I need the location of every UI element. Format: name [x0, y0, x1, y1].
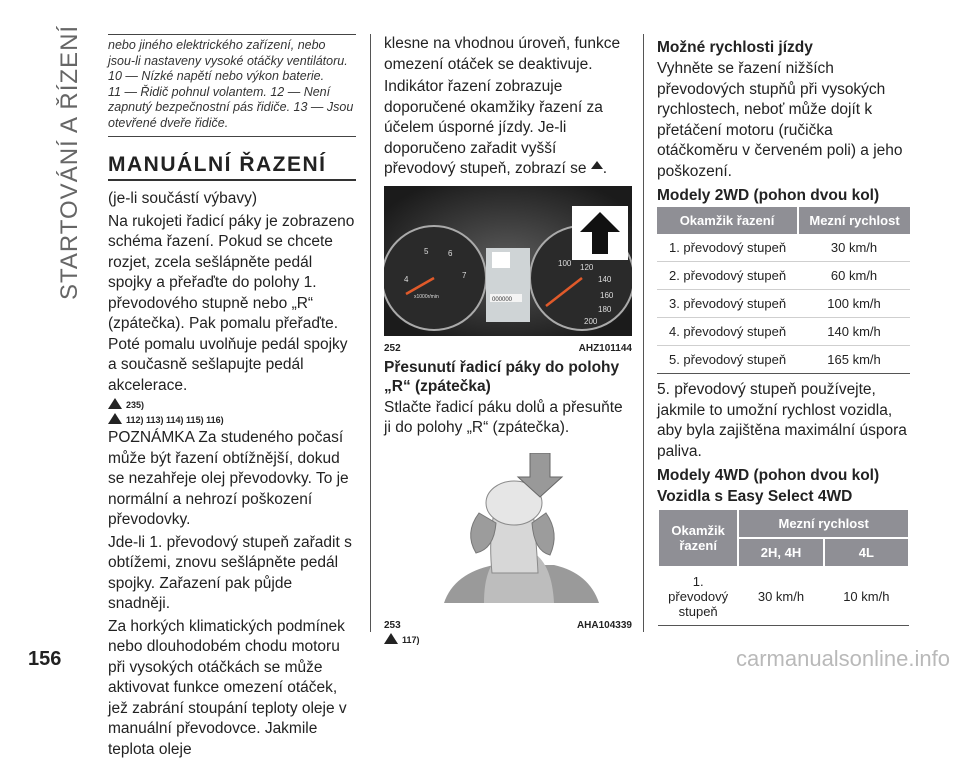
paragraph: Jde-li 1. převodový stupeň zařadit s obtížemi, znovu sešlápněte pedál spojky. Zařazení pak půjde snadněji.: [108, 533, 352, 612]
subsection-heading: Modely 4WD (pohon dvou kol): [657, 467, 880, 484]
warning-ref: 235): [108, 398, 356, 411]
gauge-tick-label: 5: [424, 246, 429, 256]
table-header: Mezní rychlost: [738, 509, 909, 538]
column-2: [384, 34, 632, 648]
watermark: carmanualsonline.info: [735, 646, 950, 671]
figure-253-gear-lever: [384, 453, 632, 646]
column-1: [108, 34, 356, 762]
figure-caption: 252 AHZ101144: [384, 342, 632, 354]
note-line: 11 — Řidič pohnul volantem. 12 — Není zapnutý bezpečnostní pás řidiče. 13 — Jsou otevřené dveře řidiče.: [108, 84, 354, 130]
paragraph: Na rukojeti řadicí páky je zobrazeno schéma řazení. Pokud se chcete rozjet, zcela sešlápněte pedál spojky a přeřaďte do polohy 1. převodového stupně nebo „R“ (zpátečka). Pak pomalu přeřaďte. Poté pomalu uvolňuje pedál spojky a současně sešlapujte pedál akcelerace.: [108, 212, 355, 394]
gear-lever-image: [384, 453, 632, 613]
speed-table-4wd: [657, 508, 910, 626]
warning-icon: [108, 413, 122, 424]
gauge-tick-label: 140: [598, 274, 612, 284]
warning-ref: 112) 113) 114) 115) 116): [108, 413, 356, 426]
paragraph: 5. převodový stupeň používejte, jakmile to umožní rychlost vozidla, aby byla zajištěna maximální úspora paliva.: [657, 381, 907, 460]
warning-icon: [384, 633, 398, 644]
instrument-cluster-image: [384, 186, 632, 336]
upshift-arrow-icon: [591, 161, 603, 169]
subsection-heading: Přesunutí řadicí páky do polohy „R“ (zpátečka): [384, 358, 620, 395]
paragraph: POZNÁMKA Za studeného počasí může být řazení obtížnější, dokud se nezahřeje olej převodovky. To je normální a nehrozí poškození převodovky.: [108, 429, 349, 528]
table-row: 4. převodový stupeň 140 km/h: [657, 318, 910, 346]
table-header: Mezní rychlost: [798, 207, 910, 234]
table-row: 3. převodový stupeň 100 km/h: [657, 290, 910, 318]
section-heading: MANUÁLNÍ ŘAZENÍ: [108, 153, 356, 181]
warning-icon: [108, 398, 122, 409]
subsection-heading: Vozidla s Easy Select 4WD: [657, 488, 853, 505]
paragraph: Indikátor řazení zobrazuje doporučené okamžiky řazení za účelem úsporné jízdy. Je-li doporučeno zařadit vyšší převodový stupeň, zobrazí se .: [384, 78, 608, 177]
table-row: 5. převodový stupeň 165 km/h: [657, 346, 910, 374]
gauge-tick-label: 100: [558, 258, 572, 268]
gauge-tick-label: 6: [448, 248, 453, 258]
gauge-tick-label: 200: [584, 316, 598, 326]
subsection-heading: Možné rychlosti jízdy: [657, 39, 813, 56]
subsection-heading: Modely 2WD (pohon dvou kol): [657, 187, 880, 204]
column-divider: [643, 34, 644, 632]
paragraph: (je-li součástí výbavy): [108, 190, 258, 207]
figure-caption: 253 AHA104339: [384, 619, 632, 631]
page-number: 156: [28, 648, 62, 670]
column-3: [657, 34, 910, 626]
note-line: nebo jiného elektrického zařízení, nebo jsou-li nastaveny vysoké otáčky ventilátoru. 10 — Nízké napětí nebo výkon baterie.: [108, 38, 348, 83]
table-header: Okamžik řazení: [658, 509, 738, 567]
gauge-tick-label: 4: [404, 274, 409, 284]
gauge-unit-label: x1000r/min: [414, 293, 439, 300]
figure-252-instrument-cluster: [384, 186, 632, 354]
table-header: 4L: [824, 538, 909, 567]
table-row: 1. převodový stupeň 30 km/h: [657, 234, 910, 262]
gauge-tick-label: 7: [462, 270, 467, 280]
sidebar-chapter-title: STARTOVÁNÍ A ŘÍZENÍ: [56, 24, 83, 300]
speed-table-2wd: [657, 207, 910, 374]
paragraph: Za horkých klimatických podmínek nebo dlouhodobém chodu motoru při vysokých otáčkách se může aktivovat funkce omezení otáček, jež zabrání stoupání teploty oleje v manuální převodovce. Jakmile teplota oleje: [108, 617, 347, 758]
table-row: 1. převodový stupeň 30 km/h 10 km/h: [658, 567, 909, 626]
gauge-tick-label: 120: [580, 262, 594, 272]
gauge-tick-label: 160: [600, 290, 614, 300]
warning-ref: 117): [384, 633, 632, 646]
paragraph: klesne na vhodnou úroveň, funkce omezení otáček se deaktivuje.: [384, 35, 621, 73]
note-box: [108, 34, 356, 137]
paragraph: Stlačte řadicí páku dolů a přesuňte ji do polohy „R“ (zpátečka).: [384, 398, 623, 436]
table-header: 2H, 4H: [738, 538, 823, 567]
column-divider: [370, 34, 371, 632]
table-header: Okamžik řazení: [657, 207, 798, 234]
paragraph: Vyhněte se řazení nižších převodových stupňů při vysokých rychlostech, neboť může dojít k přetáčení motoru (ručička otáčkoměru v červeném poli) a jeho poškození.: [657, 60, 903, 180]
table-row: 2. převodový stupeň 60 km/h: [657, 262, 910, 290]
odometer-readout: 000000: [492, 296, 513, 303]
gauge-tick-label: 180: [598, 304, 612, 314]
